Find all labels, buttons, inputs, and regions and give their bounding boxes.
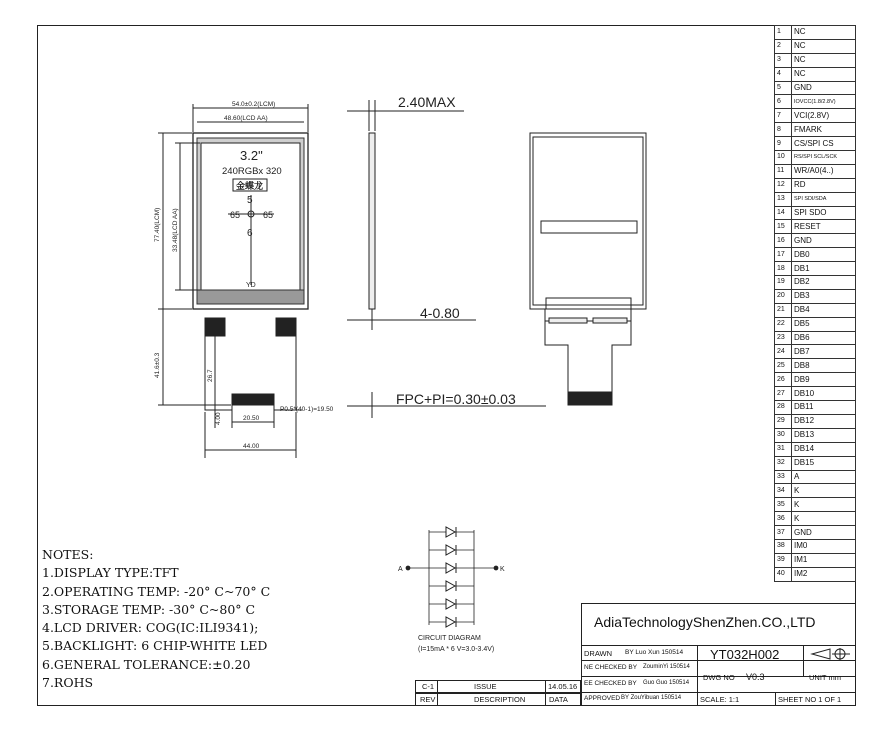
fpc-dim-c: 4.00 <box>215 412 222 425</box>
pin-signal: RESET <box>792 220 856 234</box>
pin-number: 22 <box>775 317 792 331</box>
back-view <box>530 133 646 405</box>
pin-number: 19 <box>775 276 792 290</box>
rev-code: C-1 <box>422 682 435 691</box>
dim-total-height: 77.40(LCM) <box>154 207 161 242</box>
pin-number: 1 <box>775 26 792 40</box>
pin-number: 24 <box>775 345 792 359</box>
pin-row <box>775 67 856 81</box>
pin-number: 13 <box>775 192 792 206</box>
pin-signal: DB12 <box>792 414 856 428</box>
note-item: 1.DISPLAY TYPE:TFT <box>42 565 179 581</box>
fpc-thickness-label: FPC+PI=0.30±0.03 <box>396 391 516 407</box>
pin-number: 34 <box>775 484 792 498</box>
center-label: YD <box>246 282 256 289</box>
pin-row <box>775 95 856 109</box>
pin-signal: DB5 <box>792 317 856 331</box>
pin-number: 4 <box>775 67 792 81</box>
pin-row <box>775 164 856 178</box>
pin-signal: DB8 <box>792 359 856 373</box>
revision-row <box>415 680 581 693</box>
notes-title: NOTES: <box>42 547 94 562</box>
pin-number: 3 <box>775 53 792 67</box>
pin-number: 36 <box>775 512 792 526</box>
led-circuit <box>406 530 498 625</box>
pin-number: 28 <box>775 401 792 415</box>
pin-signal: DB1 <box>792 262 856 276</box>
dim-aa-height: 33.48(LCD AA) <box>172 208 179 252</box>
pin-number: 21 <box>775 303 792 317</box>
pin-assignment-table <box>774 25 856 582</box>
chip-label: 金蝶龙 <box>236 181 264 191</box>
screen-size: 3.2" <box>240 148 263 163</box>
fpc-dim-b: 20.50 <box>243 415 260 422</box>
pin-signal: DB14 <box>792 442 856 456</box>
pin-number: 26 <box>775 373 792 387</box>
pin-signal: NC <box>792 67 856 81</box>
pin-signal: DB15 <box>792 456 856 470</box>
pin-row <box>775 442 856 456</box>
pin-row <box>775 53 856 67</box>
pin-signal: IM0 <box>792 539 856 553</box>
pin-row <box>775 345 856 359</box>
pin-row <box>775 81 856 95</box>
pin-number: 29 <box>775 414 792 428</box>
fpc-width: 44.00 <box>243 443 260 450</box>
pin-signal: SPI SDO <box>792 206 856 220</box>
fpc-dim-a: 26.7 <box>207 369 214 382</box>
pin-signal: WR/A0(4..) <box>792 164 856 178</box>
pin-row <box>775 234 856 248</box>
rev-date: 14.05.16 <box>548 682 578 691</box>
pin-row <box>775 512 856 526</box>
pin-signal: IOVCC(1.8/2.8V) <box>792 95 856 109</box>
led-diode <box>446 581 455 591</box>
pin-signal: DB6 <box>792 331 856 345</box>
pin-number: 27 <box>775 387 792 401</box>
pin-row <box>775 567 856 581</box>
pin-row <box>775 470 856 484</box>
version: V0.3 <box>746 672 765 682</box>
notes-block <box>42 546 270 692</box>
pin-number: 10 <box>775 151 792 165</box>
led-diode <box>446 545 455 555</box>
pin-number: 11 <box>775 164 792 178</box>
pin-row <box>775 151 856 165</box>
pin-number: 14 <box>775 206 792 220</box>
note-item: 4.LCD DRIVER: COG(IC:ILI9341); <box>42 620 259 636</box>
circuit-title: CIRCUIT DIAGRAM <box>418 635 481 642</box>
pin-number: 39 <box>775 553 792 567</box>
pin-signal: K <box>792 512 856 526</box>
pin-number: 38 <box>775 539 792 553</box>
pin-signal: K <box>792 498 856 512</box>
pin-row <box>775 498 856 512</box>
checked-row: NE CHECKED BY ZouminYi 150514 <box>584 664 690 671</box>
pin-row <box>775 428 856 442</box>
scale-cell: SCALE: 1:1 <box>700 695 740 704</box>
center-left: 65 <box>230 210 241 220</box>
circuit-text <box>398 566 505 653</box>
pin-signal: DB11 <box>792 401 856 415</box>
pin-signal: DB9 <box>792 373 856 387</box>
thickness-label: 2.40MAX <box>398 94 456 110</box>
pin-signal: NC <box>792 26 856 40</box>
pin-signal: FMARK <box>792 123 856 137</box>
pin-signal: RS/SPI SCL/SCK <box>792 151 856 165</box>
sheet-cell: SHEET NO 1 OF 1 <box>778 695 842 704</box>
revision-header <box>415 693 581 706</box>
pin-row <box>775 373 856 387</box>
pin-row <box>775 456 856 470</box>
pin-signal: DB4 <box>792 303 856 317</box>
pin-number: 37 <box>775 526 792 540</box>
pin-row <box>775 39 856 53</box>
dim-aa-width: 48.60(LCD AA) <box>224 115 268 122</box>
pin-row <box>775 331 856 345</box>
circuit-spec: (I=15mA * 6 V=3.0-3.4V) <box>418 646 495 653</box>
pin-number: 40 <box>775 567 792 581</box>
pin-row <box>775 401 856 415</box>
pin-row <box>775 262 856 276</box>
note-item: 6.GENERAL TOLERANCE:±0.20 <box>42 656 251 672</box>
pin-label: 4-0.80 <box>420 305 460 321</box>
pin-signal: IM2 <box>792 567 856 581</box>
hdr-desc: DESCRIPTION <box>474 695 526 704</box>
pin-row <box>775 178 856 192</box>
pin-signal: DB13 <box>792 428 856 442</box>
pin-signal: CS/SPI CS <box>792 137 856 151</box>
pin-row <box>775 359 856 373</box>
pin-row <box>775 289 856 303</box>
pin-signal: A <box>792 470 856 484</box>
pin-number: 30 <box>775 428 792 442</box>
pin-signal: GND <box>792 81 856 95</box>
pin-number: 25 <box>775 359 792 373</box>
pin-signal: VCI(2.8V) <box>792 109 856 123</box>
fpc-length: 41.6±0.3 <box>154 352 161 378</box>
center-bottom: 6 <box>247 228 253 239</box>
pin-number: 18 <box>775 262 792 276</box>
pin-signal: DB10 <box>792 387 856 401</box>
dim-total-width: 54.0±0.2(LCM) <box>232 101 276 108</box>
side-view-text <box>396 94 516 407</box>
approved-row: APPROVED BY ZouYibuan 150514 <box>584 695 682 702</box>
front-view <box>158 104 308 458</box>
pin-signal: RD <box>792 178 856 192</box>
unit-cell: UNIT mm <box>809 673 841 682</box>
circuit-cathode: K <box>500 566 505 573</box>
pin-number: 20 <box>775 289 792 303</box>
pin-number: 23 <box>775 331 792 345</box>
pin-row <box>775 539 856 553</box>
hdr-rev: REV <box>420 695 436 704</box>
pin-signal: DB7 <box>792 345 856 359</box>
pin-number: 35 <box>775 498 792 512</box>
note-item: 5.BACKLIGHT: 6 CHIP-WHITE LED <box>42 638 268 654</box>
pin-number: 32 <box>775 456 792 470</box>
projection-symbol <box>810 648 852 660</box>
pin-signal: DB2 <box>792 276 856 290</box>
pin-number: 16 <box>775 234 792 248</box>
model-number: YT032H002 <box>710 647 780 662</box>
pin-number: 8 <box>775 123 792 137</box>
pin-row <box>775 526 856 540</box>
model-cell <box>698 646 803 661</box>
drawn-row: DRAWN BY Luo Xun 150514 <box>584 649 684 658</box>
pin-row <box>775 206 856 220</box>
led-array <box>429 527 474 627</box>
led-diode <box>446 527 455 537</box>
led-diode <box>446 563 455 573</box>
dwg-cell: DWG NO V0.3 <box>703 672 765 682</box>
pin-row <box>775 303 856 317</box>
note-item: 3.STORAGE TEMP: -30° C~80° C <box>42 601 256 617</box>
rev-issue: ISSUE <box>474 682 497 691</box>
center-right: 65 <box>263 210 274 220</box>
pin-number: 31 <box>775 442 792 456</box>
pin-signal: NC <box>792 53 856 67</box>
pin-signal: NC <box>792 39 856 53</box>
pin-number: 9 <box>775 137 792 151</box>
pin-row <box>775 137 856 151</box>
pin-row <box>775 317 856 331</box>
led-diode <box>446 599 455 609</box>
pin-row <box>775 484 856 498</box>
pin-row <box>775 414 856 428</box>
pin-number: 7 <box>775 109 792 123</box>
pin-signal: GND <box>792 234 856 248</box>
note-item: 7.ROHS <box>42 675 94 691</box>
pin-number: 12 <box>775 178 792 192</box>
pin-number: 33 <box>775 470 792 484</box>
pin-row <box>775 387 856 401</box>
pin-signal: DB0 <box>792 248 856 262</box>
circuit-anode: A <box>398 566 403 573</box>
note-item: 2.OPERATING TEMP: -20° C~70° C <box>42 583 271 599</box>
pin-row <box>775 553 856 567</box>
center-top: 5 <box>247 195 253 206</box>
ee-checked-row: EE CHECKED BY Guo Guo 150514 <box>584 680 690 687</box>
led-diode <box>446 617 455 627</box>
pin-row <box>775 248 856 262</box>
pin-row <box>775 26 856 40</box>
pin-signal: SPI SDI/SDA <box>792 192 856 206</box>
pin-number: 5 <box>775 81 792 95</box>
pin-row <box>775 220 856 234</box>
pin-row <box>775 276 856 290</box>
resolution: 240RGBx 320 <box>222 166 282 177</box>
pin-signal: GND <box>792 526 856 540</box>
company-name: AdiaTechnologyShenZhen.CO.,LTD <box>594 614 816 630</box>
side-view <box>347 100 546 418</box>
hdr-data: DATA <box>549 695 568 704</box>
pin-number: 2 <box>775 39 792 53</box>
pin-signal: DB3 <box>792 289 856 303</box>
pitch: P0.5*(40-1)=19.50 <box>280 406 334 413</box>
pin-signal: IM1 <box>792 553 856 567</box>
pin-number: 6 <box>775 95 792 109</box>
pin-number: 15 <box>775 220 792 234</box>
pin-row <box>775 109 856 123</box>
pin-row <box>775 192 856 206</box>
pin-signal: K <box>792 484 856 498</box>
pin-row <box>775 123 856 137</box>
pin-number: 17 <box>775 248 792 262</box>
